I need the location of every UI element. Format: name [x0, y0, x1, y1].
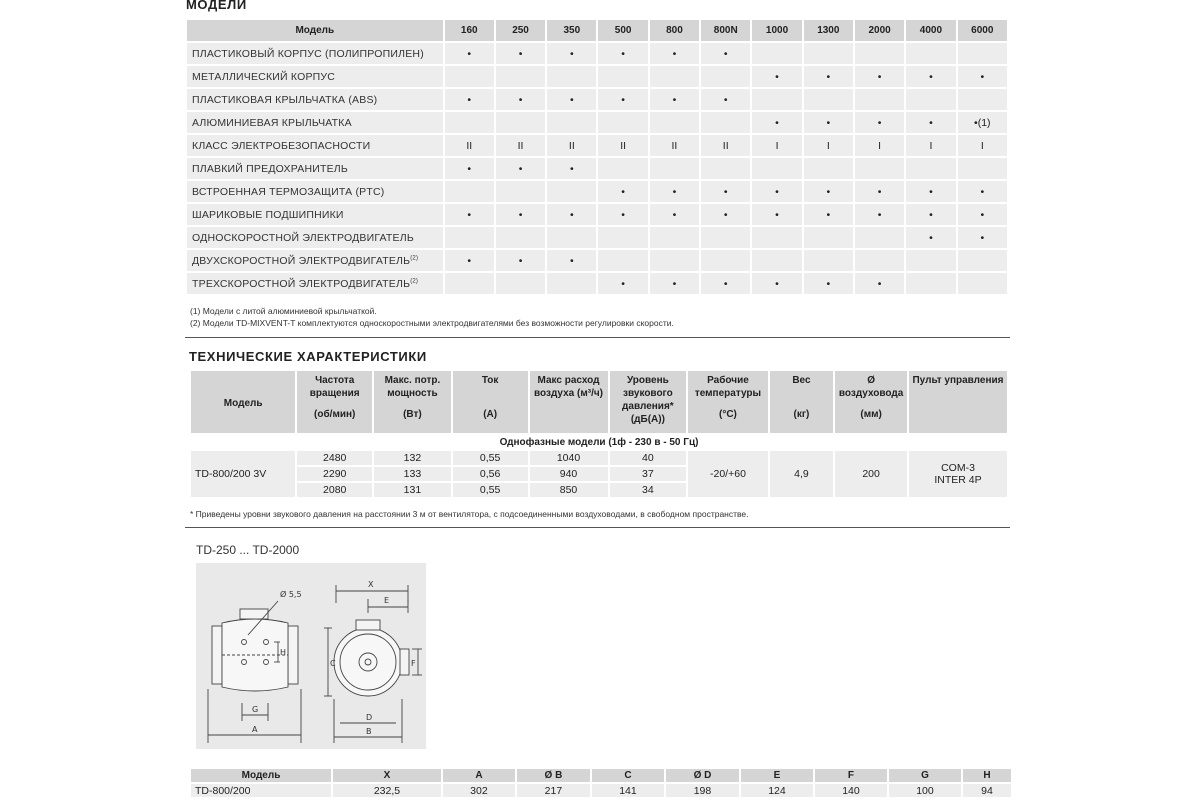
models-feature-cell [598, 112, 647, 133]
models-row-label-text: ПЛАСТИКОВЫЙ КОРПУС (ПОЛИПРОПИЛЕН) [192, 47, 424, 60]
models-feature-cell [804, 89, 853, 110]
models-feature-cell: • [547, 89, 596, 110]
models-feature-cell [804, 250, 853, 271]
models-section-title: МОДЕЛИ [186, 0, 247, 12]
side-outlet [288, 626, 298, 684]
models-col-header: 250 [496, 20, 545, 41]
models-feature-cell [598, 227, 647, 248]
side-inlet [212, 626, 222, 684]
models-feature-cell [598, 158, 647, 179]
tech-current-cell: 0,55 [453, 451, 528, 465]
models-row [187, 43, 1007, 64]
models-feature-cell: • [958, 66, 1007, 87]
tech-noise-cell: 34 [610, 483, 687, 497]
dims-cell: 198 [666, 784, 739, 797]
dim-label-hole: Ø 5,5 [280, 590, 302, 599]
dims-cell: 302 [443, 784, 515, 797]
models-feature-cell [650, 66, 699, 87]
tech-airflow-cell: 1040 [530, 451, 608, 465]
models-row-label [187, 273, 443, 294]
models-feature-cell [496, 66, 545, 87]
models-feature-cell: • [547, 250, 596, 271]
models-feature-cell [445, 273, 494, 294]
dims-data-row [191, 784, 1011, 797]
tech-header-row [191, 371, 1007, 433]
models-row [187, 204, 1007, 225]
tech-model-cell: TD-800/200 3V [191, 451, 295, 497]
models-feature-cell [906, 158, 955, 179]
models-row-label [187, 227, 443, 248]
models-row-label [187, 112, 443, 133]
models-col-header: 4000 [906, 20, 955, 41]
section-divider [185, 337, 1010, 338]
models-feature-cell [650, 158, 699, 179]
dims-header-cell: C [592, 769, 664, 782]
models-feature-cell: II [547, 135, 596, 156]
models-feature-cell: • [598, 43, 647, 64]
models-feature-cell: • [650, 43, 699, 64]
models-row-label [187, 181, 443, 202]
dims-cell: 232,5 [333, 784, 441, 797]
models-feature-cell [855, 43, 904, 64]
dim-label-x: X [368, 580, 374, 589]
models-feature-cell: • [855, 112, 904, 133]
models-row-label-text: ПЛАВКИЙ ПРЕДОХРАНИТЕЛЬ [192, 162, 348, 175]
models-feature-cell: • [598, 204, 647, 225]
dims-cell: 100 [889, 784, 961, 797]
models-row-label [187, 250, 443, 271]
models-feature-cell [855, 227, 904, 248]
models-row-label-text: ВСТРОЕННАЯ ТЕРМОЗАЩИТА (PTC) [192, 185, 385, 198]
models-feature-cell [650, 250, 699, 271]
tech-header-unit: (°C) [719, 409, 737, 420]
models-feature-cell: • [496, 250, 545, 271]
models-row-label [187, 158, 443, 179]
models-feature-cell: • [547, 204, 596, 225]
models-feature-cell: II [445, 135, 494, 156]
models-row-label [187, 66, 443, 87]
dim-label-a: A [252, 725, 258, 734]
models-row-note: (2) [410, 255, 419, 261]
tech-header-model [191, 371, 295, 433]
models-feature-cell: • [598, 181, 647, 202]
models-feature-cell [445, 66, 494, 87]
models-table-body [187, 43, 1007, 294]
models-feature-cell: • [855, 181, 904, 202]
models-feature-cell: • [496, 158, 545, 179]
models-row-label [187, 135, 443, 156]
models-feature-cell [701, 158, 750, 179]
tech-header-unit: (об/мин) [314, 409, 356, 420]
models-feature-cell: • [650, 204, 699, 225]
models-feature-cell: • [445, 250, 494, 271]
models-col-header: 350 [547, 20, 596, 41]
models-feature-cell [650, 112, 699, 133]
models-row-label-text: ДВУХСКОРОСТНОЙ ЭЛЕКТРОДВИГАТЕЛЬ [192, 254, 411, 267]
models-feature-cell: • [650, 273, 699, 294]
models-feature-cell: • [804, 66, 853, 87]
tech-header-unit: (дБ(A)) [630, 414, 665, 425]
tech-subheader-row [191, 435, 1007, 449]
models-feature-cell: • [958, 204, 1007, 225]
models-feature-cell: • [650, 181, 699, 202]
dim-label-b: B [366, 727, 372, 736]
tech-header-title: Пульт управления [912, 375, 1004, 386]
models-feature-cell [958, 250, 1007, 271]
models-feature-cell [496, 181, 545, 202]
models-feature-cell [547, 181, 596, 202]
models-col-header: 1000 [752, 20, 801, 41]
models-feature-cell [804, 158, 853, 179]
models-header-row [187, 20, 1007, 41]
models-feature-cell: • [547, 158, 596, 179]
models-feature-cell: I [804, 135, 853, 156]
tech-header-control [909, 371, 1007, 433]
models-row [187, 112, 1007, 133]
models-feature-cell: • [804, 273, 853, 294]
dims-header-row [191, 769, 1011, 782]
models-feature-cell: • [445, 158, 494, 179]
tech-power-cell: 132 [374, 451, 451, 465]
tech-current-cell: 0,56 [453, 467, 528, 481]
models-feature-cell [906, 250, 955, 271]
models-feature-cell [855, 250, 904, 271]
tech-header-temp [688, 371, 767, 433]
models-row [187, 181, 1007, 202]
dims-header-cell: X [333, 769, 441, 782]
models-feature-cell [701, 250, 750, 271]
tech-spec-table [189, 369, 1009, 499]
models-feature-cell: • [701, 273, 750, 294]
tech-data-row [191, 451, 1007, 465]
models-feature-cell: II [598, 135, 647, 156]
models-col-header: 160 [445, 20, 494, 41]
tech-header-current [453, 371, 528, 433]
models-feature-cell [598, 250, 647, 271]
models-row [187, 158, 1007, 179]
models-feature-cell [547, 273, 596, 294]
models-feature-cell [445, 112, 494, 133]
models-row [187, 250, 1007, 271]
tech-header-noise [610, 371, 687, 433]
tech-section-title: ТЕХНИЧЕСКИЕ ХАРАКТЕРИСТИКИ [189, 349, 427, 364]
tech-header-title: Макс. потр. мощность [384, 375, 441, 399]
models-feature-cell: I [906, 135, 955, 156]
models-feature-cell: • [752, 204, 801, 225]
models-feature-cell [701, 66, 750, 87]
models-feature-cell [496, 112, 545, 133]
dimensions-table [189, 767, 1013, 799]
models-feature-cell: • [752, 273, 801, 294]
dims-cell: 141 [592, 784, 664, 797]
models-col-header: 6000 [958, 20, 1007, 41]
tech-header-title: Частота вращения [309, 375, 360, 399]
models-feature-cell [701, 112, 750, 133]
models-feature-cell: I [752, 135, 801, 156]
models-feature-cell [547, 112, 596, 133]
tech-header-unit: (Вт) [403, 409, 422, 420]
models-row [187, 89, 1007, 110]
tech-header-title: Макс расход воздуха (м³/ч) [534, 375, 603, 399]
models-feature-cell [804, 227, 853, 248]
models-feature-cell: • [906, 66, 955, 87]
models-feature-cell: • [701, 181, 750, 202]
models-feature-cell [547, 66, 596, 87]
tech-weight-cell: 4,9 [770, 451, 834, 497]
models-footnote-1: (1) Модели с литой алюминиевой крыльчаткой. [190, 306, 377, 316]
models-feature-cell [701, 227, 750, 248]
models-feature-cell: • [598, 273, 647, 294]
models-row [187, 227, 1007, 248]
dims-header-cell: F [815, 769, 887, 782]
tech-rpm-cell: 2290 [297, 467, 372, 481]
models-feature-cell: • [445, 89, 494, 110]
models-footnote-2: (2) Модели TD-MIXVENT-T комплектуются односкоростными электродвигателями без возможности регулировки скорости. [190, 318, 674, 328]
models-row-label-text: ПЛАСТИКОВАЯ КРЫЛЬЧАТКА (ABS) [192, 93, 378, 106]
tech-header-title: Ø воздуховода [838, 375, 904, 399]
tech-header-airflow [530, 371, 608, 433]
tech-control-line1: COM-3 [941, 462, 975, 474]
models-feature-cell: • [804, 204, 853, 225]
models-feature-cell: • [906, 181, 955, 202]
dim-label-e: E [384, 596, 390, 605]
models-row-label-text: ОДНОСКОРОСТНОЙ ЭЛЕКТРОДВИГАТЕЛЬ [192, 231, 414, 244]
models-feature-cell [752, 250, 801, 271]
tech-header-rpm [297, 371, 372, 433]
tech-header-unit: (A) [483, 409, 498, 420]
models-row-label-text: АЛЮМИНИЕВАЯ КРЫЛЬЧАТКА [192, 116, 352, 129]
models-feature-cell: • [445, 43, 494, 64]
tech-rpm-cell: 2080 [297, 483, 372, 497]
tech-control-cell [909, 451, 1007, 497]
models-feature-cell [752, 89, 801, 110]
models-feature-cell: II [650, 135, 699, 156]
models-feature-cell [598, 66, 647, 87]
tech-control-line2: INTER 4P [934, 474, 982, 486]
models-col-header: 800N [701, 20, 750, 41]
models-feature-cell: • [855, 66, 904, 87]
models-feature-cell: II [496, 135, 545, 156]
models-feature-cell: • [445, 204, 494, 225]
tech-header-title: Вес [792, 375, 811, 386]
models-feature-cell [752, 43, 801, 64]
models-feature-cell: • [804, 112, 853, 133]
models-feature-cell: • [752, 181, 801, 202]
front-terminal-box [356, 620, 380, 630]
tech-header-weight [770, 371, 834, 433]
models-row-label [187, 43, 443, 64]
models-feature-cell [496, 227, 545, 248]
models-feature-cell [855, 89, 904, 110]
models-feature-cell: I [855, 135, 904, 156]
tech-rpm-cell: 2480 [297, 451, 372, 465]
dims-header-cell: G [889, 769, 961, 782]
models-feature-cell [906, 89, 955, 110]
models-feature-cell: • [496, 204, 545, 225]
dims-cell: 94 [963, 784, 1011, 797]
dims-cell: 140 [815, 784, 887, 797]
front-side-box [400, 649, 409, 675]
tech-header-title: Модель [223, 398, 263, 409]
models-feature-cell [906, 43, 955, 64]
models-feature-cell: •(1) [958, 112, 1007, 133]
tech-power-cell: 133 [374, 467, 451, 481]
dim-label-g: G [252, 705, 259, 714]
front-ring [334, 628, 402, 696]
models-feature-cell [650, 227, 699, 248]
fan-drawing [196, 563, 426, 749]
tech-duct-cell: 200 [835, 451, 907, 497]
tech-noise-cell: 40 [610, 451, 687, 465]
models-feature-cell: • [855, 273, 904, 294]
models-feature-cell [855, 158, 904, 179]
models-feature-cell: • [701, 204, 750, 225]
models-row-label-text: ТРЕХСКОРОСТНОЙ ЭЛЕКТРОДВИГАТЕЛЬ [192, 277, 411, 290]
models-col-header: 500 [598, 20, 647, 41]
dims-header-cell: E [741, 769, 813, 782]
models-row-label [187, 89, 443, 110]
models-feature-cell [752, 158, 801, 179]
dims-header-cell: Ø D [666, 769, 739, 782]
models-feature-cell [496, 273, 545, 294]
models-feature-cell [804, 43, 853, 64]
dim-label-h: H [280, 648, 287, 657]
models-feature-cell: • [958, 181, 1007, 202]
tech-header-power [374, 371, 451, 433]
models-feature-cell [958, 89, 1007, 110]
dims-cell: 217 [517, 784, 590, 797]
models-row-note: (2) [410, 278, 419, 284]
models-feature-cell: • [547, 43, 596, 64]
models-feature-table [185, 18, 1009, 296]
models-feature-cell [958, 158, 1007, 179]
dims-header-cell: Модель [191, 769, 331, 782]
diagram-title: TD-250 ... TD-2000 [196, 543, 300, 557]
tech-subheader: Однофазные модели (1ф - 230 в - 50 Гц) [191, 435, 1007, 449]
models-feature-cell: • [906, 204, 955, 225]
tech-airflow-cell: 940 [530, 467, 608, 481]
models-row-label-text: МЕТАЛЛИЧЕСКИЙ КОРПУС [192, 70, 336, 83]
tech-header-unit: (мм) [860, 409, 882, 420]
models-row [187, 135, 1007, 156]
tech-airflow-cell: 850 [530, 483, 608, 497]
models-feature-cell [752, 227, 801, 248]
models-feature-cell [906, 273, 955, 294]
tech-temp-cell: -20/+60 [688, 451, 767, 497]
models-feature-cell [445, 181, 494, 202]
models-feature-cell: II [701, 135, 750, 156]
models-row [187, 66, 1007, 87]
tech-header-unit: (кг) [793, 409, 810, 420]
models-feature-cell: • [906, 112, 955, 133]
models-feature-cell: • [496, 43, 545, 64]
models-row-label-text: ШАРИКОВЫЕ ПОДШИПНИКИ [192, 208, 344, 221]
tech-current-cell: 0,55 [453, 483, 528, 497]
models-header-model: Модель [187, 20, 443, 41]
tech-header-title: Уровень звукового давления* [622, 375, 674, 412]
dim-label-d: D [366, 713, 373, 722]
dim-label-c: C [330, 659, 336, 668]
models-feature-cell [958, 273, 1007, 294]
tech-power-cell: 131 [374, 483, 451, 497]
models-col-header: 2000 [855, 20, 904, 41]
models-col-header: 800 [650, 20, 699, 41]
models-feature-cell [547, 227, 596, 248]
dims-cell: 124 [741, 784, 813, 797]
tech-footnote: * Приведены уровни звукового давления на расстоянии 3 м от вентилятора, с подсоединенными воздуховодами, в свободном пространстве. [190, 509, 749, 519]
models-feature-cell [958, 43, 1007, 64]
models-feature-cell: • [496, 89, 545, 110]
models-feature-cell: • [906, 227, 955, 248]
tech-header-title: Ток [481, 375, 499, 386]
tech-header-title: Рабочие температуры [694, 375, 762, 399]
dims-header-cell: H [963, 769, 1011, 782]
models-row [187, 273, 1007, 294]
models-feature-cell: • [650, 89, 699, 110]
section-divider [185, 527, 1010, 528]
dims-cell: TD-800/200 [191, 784, 331, 797]
models-feature-cell: • [958, 227, 1007, 248]
models-feature-cell: • [752, 112, 801, 133]
dimension-diagram [196, 563, 426, 749]
tech-noise-cell: 37 [610, 467, 687, 481]
models-feature-cell: • [804, 181, 853, 202]
models-col-header: 1300 [804, 20, 853, 41]
models-feature-cell: • [855, 204, 904, 225]
dims-header-cell: Ø B [517, 769, 590, 782]
models-feature-cell: • [598, 89, 647, 110]
models-feature-cell: I [958, 135, 1007, 156]
models-feature-cell: • [752, 66, 801, 87]
models-row-label [187, 204, 443, 225]
dims-header-cell: A [443, 769, 515, 782]
models-feature-cell: • [701, 43, 750, 64]
dim-label-f: F [411, 659, 416, 668]
models-row-label-text: КЛАСС ЭЛЕКТРОБЕЗОПАСНОСТИ [192, 139, 371, 152]
models-feature-cell: • [701, 89, 750, 110]
models-feature-cell [445, 227, 494, 248]
tech-header-duct [835, 371, 907, 433]
